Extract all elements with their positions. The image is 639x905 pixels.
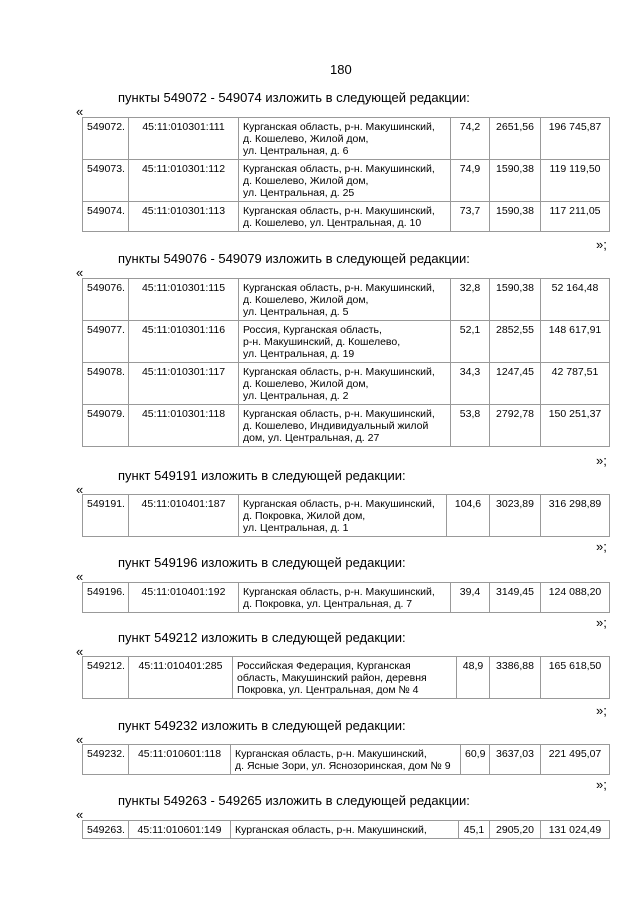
open-quote: « (76, 732, 84, 747)
cadastral-value: 316 298,89 (541, 495, 610, 537)
cadastral-value: 52 164,48 (541, 279, 610, 321)
data-table (82, 744, 610, 775)
area-value: 45,1 (459, 821, 490, 839)
address-line: Курганская область, р-н. Макушинский, (243, 205, 435, 217)
address-line: Курганская область, р-н. Макушинский, (243, 408, 435, 420)
address-line: Курганская область, р-н. Макушинский, (235, 748, 427, 760)
data-table (82, 278, 610, 447)
cadastral-value: 117 211,05 (541, 202, 610, 232)
data-table (82, 494, 610, 537)
rate-value: 1590,38 (490, 202, 541, 232)
table-row (83, 160, 610, 202)
address-line: Россия, Курганская область, (243, 324, 382, 336)
address-line: д. Покровка, ул. Центральная, д. 7 (243, 598, 413, 610)
open-quote: « (76, 482, 84, 497)
page-number: 180 (330, 62, 352, 77)
table-row (83, 583, 610, 613)
close-quote: »; (596, 703, 607, 718)
area-value: 73,7 (451, 202, 490, 232)
cadastral-number: 45:11:010401:285 (129, 657, 233, 699)
rate-value: 3023,89 (490, 495, 541, 537)
address-line: ул. Центральная, д. 5 (243, 306, 349, 318)
table-row (83, 363, 610, 405)
address-line: д. Кошелево, Жилой дом, (243, 378, 369, 390)
area-value: 48,9 (457, 657, 490, 699)
section-heading: пункт 549212 изложить в следующей редакции: (118, 630, 406, 645)
area-value: 60,9 (461, 745, 490, 775)
rate-value: 2905,20 (490, 821, 541, 839)
address-line: ул. Центральная, д. 25 (243, 187, 355, 199)
row-number: 549076. (83, 279, 129, 321)
open-quote: « (76, 104, 84, 119)
area-value: 32,8 (451, 279, 490, 321)
rate-value: 2792,78 (490, 405, 541, 447)
close-quote: »; (596, 453, 607, 468)
address-cell (239, 363, 451, 405)
table-row (83, 321, 610, 363)
rate-value: 1590,38 (490, 160, 541, 202)
data-table (82, 582, 610, 613)
cadastral-number: 45:11:010401:192 (129, 583, 239, 613)
address-line: ул. Центральная, д. 6 (243, 145, 349, 157)
cadastral-value: 196 745,87 (541, 118, 610, 160)
address-cell (239, 583, 451, 613)
row-number: 549078. (83, 363, 129, 405)
address-line: д. Кошелево, Жилой дом, (243, 175, 369, 187)
area-value: 74,9 (451, 160, 490, 202)
row-number: 549196. (83, 583, 129, 613)
table-row (83, 495, 610, 537)
address-line: Курганская область, р-н. Макушинский, (243, 366, 435, 378)
table-row (83, 405, 610, 447)
cadastral-value: 150 251,37 (541, 405, 610, 447)
cadastral-value: 124 088,20 (541, 583, 610, 613)
address-line: дом, ул. Центральная, д. 27 (243, 432, 380, 444)
address-cell (239, 118, 451, 160)
row-number: 549232. (83, 745, 129, 775)
row-number: 549079. (83, 405, 129, 447)
address-cell (231, 745, 461, 775)
data-table (82, 117, 610, 232)
address-line: д. Кошелево, Индивидуальный жилой (243, 420, 429, 432)
data-table (82, 656, 610, 699)
address-line: Курганская область, р-н. Макушинский, (235, 824, 427, 836)
address-cell (239, 202, 451, 232)
close-quote: »; (596, 615, 607, 630)
close-quote: »; (596, 777, 607, 792)
address-line: Покровка, ул. Центральная, дом № 4 (237, 684, 419, 696)
address-cell (233, 657, 457, 699)
row-number: 549077. (83, 321, 129, 363)
cadastral-number: 45:11:010601:149 (129, 821, 231, 839)
section-heading: пункты 549072 - 549074 изложить в следующей редакции: (118, 90, 470, 105)
row-number: 549073. (83, 160, 129, 202)
table-row (83, 202, 610, 232)
cadastral-number: 45:11:010301:115 (129, 279, 239, 321)
address-line: Курганская область, р-н. Макушинский, (243, 498, 435, 510)
section-heading: пункт 549232 изложить в следующей редакции: (118, 718, 406, 733)
section-heading: пункты 549263 - 549265 изложить в следующей редакции: (118, 793, 470, 808)
cadastral-number: 45:11:010301:116 (129, 321, 239, 363)
cadastral-number: 45:11:010301:118 (129, 405, 239, 447)
address-line: область, Макушинский район, деревня (237, 672, 427, 684)
row-number: 549191. (83, 495, 129, 537)
rate-value: 3637,03 (490, 745, 541, 775)
address-line: д. Кошелево, Жилой дом, (243, 133, 369, 145)
row-number: 549212. (83, 657, 129, 699)
address-cell (239, 495, 447, 537)
cadastral-value: 221 495,07 (541, 745, 610, 775)
area-value: 53,8 (451, 405, 490, 447)
close-quote: »; (596, 539, 607, 554)
area-value: 39,4 (451, 583, 490, 613)
open-quote: « (76, 569, 84, 584)
rate-value: 3386,88 (490, 657, 541, 699)
cadastral-number: 45:11:010301:117 (129, 363, 239, 405)
cadastral-number: 45:11:010301:113 (129, 202, 239, 232)
cadastral-value: 148 617,91 (541, 321, 610, 363)
cadastral-value: 165 618,50 (541, 657, 610, 699)
table-row (83, 745, 610, 775)
address-line: ул. Центральная, д. 1 (243, 522, 349, 534)
close-quote: »; (596, 237, 607, 252)
table-row (83, 118, 610, 160)
open-quote: « (76, 807, 84, 822)
rate-value: 1590,38 (490, 279, 541, 321)
table-row (83, 821, 610, 839)
address-line: д. Покровка, Жилой дом, (243, 510, 366, 522)
address-line: д. Кошелево, ул. Центральная, д. 10 (243, 217, 422, 229)
cadastral-number: 45:11:010601:118 (129, 745, 231, 775)
cadastral-number: 45:11:010401:187 (129, 495, 239, 537)
address-line: ул. Центральная, д. 2 (243, 390, 349, 402)
section-heading: пункт 549191 изложить в следующей редакции: (118, 468, 406, 483)
address-line: Российская Федерация, Курганская (237, 660, 411, 672)
address-line: Курганская область, р-н. Макушинский, (243, 282, 435, 294)
address-cell (239, 160, 451, 202)
row-number: 549072. (83, 118, 129, 160)
address-line: р-н. Макушинский, д. Кошелево, (243, 336, 401, 348)
data-table (82, 820, 610, 839)
address-cell (231, 821, 459, 839)
cadastral-value: 42 787,51 (541, 363, 610, 405)
address-cell (239, 279, 451, 321)
rate-value: 2651,56 (490, 118, 541, 160)
address-line: Курганская область, р-н. Макушинский, (243, 586, 435, 598)
open-quote: « (76, 265, 84, 280)
table-row (83, 279, 610, 321)
address-line: ул. Центральная, д. 19 (243, 348, 355, 360)
address-line: Курганская область, р-н. Макушинский, (243, 163, 435, 175)
area-value: 74,2 (451, 118, 490, 160)
address-line: Курганская область, р-н. Макушинский, (243, 121, 435, 133)
address-cell (239, 405, 451, 447)
row-number: 549074. (83, 202, 129, 232)
rate-value: 3149,45 (490, 583, 541, 613)
address-cell (239, 321, 451, 363)
table-row (83, 657, 610, 699)
area-value: 104,6 (447, 495, 490, 537)
cadastral-value: 131 024,49 (541, 821, 610, 839)
address-line: д. Кошелево, Жилой дом, (243, 294, 369, 306)
rate-value: 1247,45 (490, 363, 541, 405)
area-value: 52,1 (451, 321, 490, 363)
cadastral-number: 45:11:010301:111 (129, 118, 239, 160)
open-quote: « (76, 644, 84, 659)
section-heading: пункт 549196 изложить в следующей редакции: (118, 555, 406, 570)
row-number: 549263. (83, 821, 129, 839)
area-value: 34,3 (451, 363, 490, 405)
cadastral-value: 119 119,50 (541, 160, 610, 202)
address-line: д. Ясные Зори, ул. Яснозоринская, дом № 9 (235, 760, 451, 772)
cadastral-number: 45:11:010301:112 (129, 160, 239, 202)
section-heading: пункты 549076 - 549079 изложить в следующей редакции: (118, 251, 470, 266)
rate-value: 2852,55 (490, 321, 541, 363)
